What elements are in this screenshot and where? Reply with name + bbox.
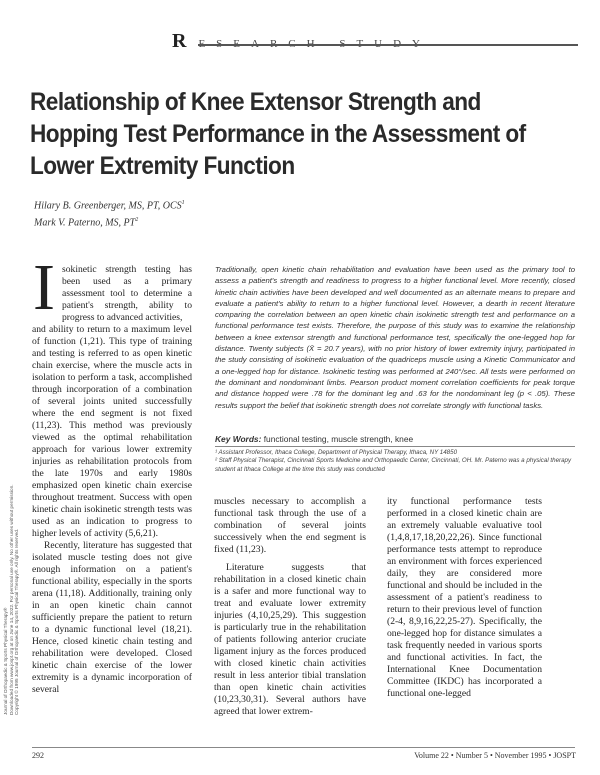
keywords-text: functional testing, muscle strength, knee: [263, 434, 414, 444]
journal-info: Volume 22 • Number 5 • November 1995 • JOSPT: [414, 751, 576, 760]
page-number: 292: [32, 751, 44, 760]
paragraph: Recently, literature has suggested that isolated muscle testing does not give enough information on a patient's functional ability, especially in the sports arena (11,18). Additionally, training only in an open kinetic chain cannot sufficiently prepare the patient to return to a dynamic functional level (18,21). Hence, closed kinetic chain testing and rehabilitation were developed. Closed kinetic chain exercise of the lower extremity is a dynamic incorporation of several: [32, 540, 192, 695]
right-column: [387, 496, 542, 700]
header-rule: [198, 44, 578, 46]
author-1: [34, 196, 185, 213]
article-title: Relationship of Knee Extensor Strength and Hopping Test Performance in the Assessment of Lower Extremity Function: [30, 89, 526, 180]
author-sup: 1: [181, 200, 185, 206]
side-download-notice: [3, 155, 20, 715]
footer-rule: [32, 747, 575, 748]
affiliations: [215, 449, 575, 474]
side-line: Journal of Orthopaedic & Sports Physical Therapy®: [3, 607, 8, 715]
paragraph: muscles necessary to accomplish a functional task through the use of a combination of several joints successively when the end segment is fixed (11,23).: [214, 496, 366, 555]
paragraph: sokinetic strength testing has been used as a primary assessment tool to determine a patient's strength, ability to progress to advanced activities,: [62, 264, 192, 323]
paragraph: ity functional performance tests performed in a closed kinetic chain are an extremely valuable evaluative tool (1,4,8,17,18,20,22,26). Since functional performance tests attempt to reproduce an environment with forces experienced daily, they are considered more functional and should be included in the assessment of a patient's readiness to return to their previous level of function (2-4, 8,9,16,22,25-27). Specifically, the one-legged hop for distance simulates a task frequently needed in various sports and functional activities. In fact, the International Knee Documentation Committee (IKDC) has incorporated a functional one-legged: [387, 496, 542, 699]
abstract: Traditionally, open kinetic chain rehabilitation and evaluation have been used as the primary tool to assess a patient's strength and readiness to progress to a higher functional level. More recently, closed kinetic chain activities have been developed and well documented as an alternate means to prepare and evaluate a patient's ability to return to a higher functional level. However, a dearth in recent literature comparing the correlation between an open kinetic chain isokinetic strength test and performance on a functional performance test exists. Therefore, the purpose of this study was to examine the relationship between a knee extensor strength and functional performance test, specifically the one-legged hop for distance. Twenty subjects (X̄ = 20.7 years), with no prior history of lower extremity injury, participated in the study consisting of isokinetic evaluation of the quadriceps muscle using a Kinetic Communicator and a one-legged hop for distance. Isokinetic testing was performed at 240°/sec. All tests were performed on the dominant and nondominant limbs. Pearson product moment correlation coefficients for peak torque and distance hopped were .78 for the dominant leg and .63 for the nondominant leg (p < .05). These results support the belief that isokinetic strength does not correlate strongly with functional tasks.: [215, 265, 575, 410]
section-header-initial: R: [172, 30, 199, 52]
paragraph: and ability to return to a maximum level of function (1,21). This type of training and testing is referred to as open kinetic chain exercise, where the muscle acts in isolation to perform a task, accomplished through incorporation of a combination of several joints united successfully where the end segment is not fixed (11,23). This method was previously viewed as the optimal rehabilitation approach for various lower extremity injuries as rehabilitation protocols from the late 1970s and early 1980s emphasized open kinetic chain exercise throughout treatment. Success with open kinetic chain isokinetic strength tests was used as an indication to progress to higher levels of activity (5,6,21).: [32, 324, 192, 539]
side-line: Downloaded from www.jospt.org at on June 14, 2022. For personal use only. No other uses without permission.: [8, 484, 14, 715]
section-header: [172, 30, 431, 53]
keywords: [215, 434, 413, 444]
middle-column: [214, 496, 366, 718]
author-list: [34, 196, 185, 231]
affiliation-rule: [215, 446, 575, 447]
keywords-label: Key Words:: [215, 434, 262, 444]
affiliation: ¹ Assistant Professor, Ithaca College, Department of Physical Therapy, Ithaca, NY 14850: [215, 449, 458, 456]
drop-cap: I: [33, 251, 55, 324]
affiliation: ² Staff Physical Therapist, Cincinnati Sports Medicine and Orthopaedic Center, Cincinnati, OH. Mr. Paterno was a physical therapy student at Ithaca College at the time this study was conducted: [215, 457, 572, 473]
intro-dropcap-text: [62, 264, 192, 324]
left-column: [32, 324, 192, 696]
author-name: Mark V. Paterno, MS, PT: [34, 217, 136, 229]
author-name: Hilary B. Greenberger, MS, PT, OCS: [34, 200, 182, 212]
paragraph: Literature suggests that rehabilitation in a closed kinetic chain is a safer and more functional way to treat and evaluate lower extremity injuries (4,10,25,29). This suggestion is particularly true in the rehabilitation of patients following anterior cruciate ligament injury as the forces produced with closed kinetic chain activities result in less anterior tibial translation than open kinetic chain activities (10,23,30,31). Several authors have agreed that lower extrem-: [214, 562, 366, 717]
side-line: Copyright © 1995 Journal of Orthopaedic & Sports Physical Therapy®. All rights reserved.: [14, 528, 20, 715]
author-2: [34, 213, 185, 230]
author-sup: 2: [135, 217, 139, 224]
